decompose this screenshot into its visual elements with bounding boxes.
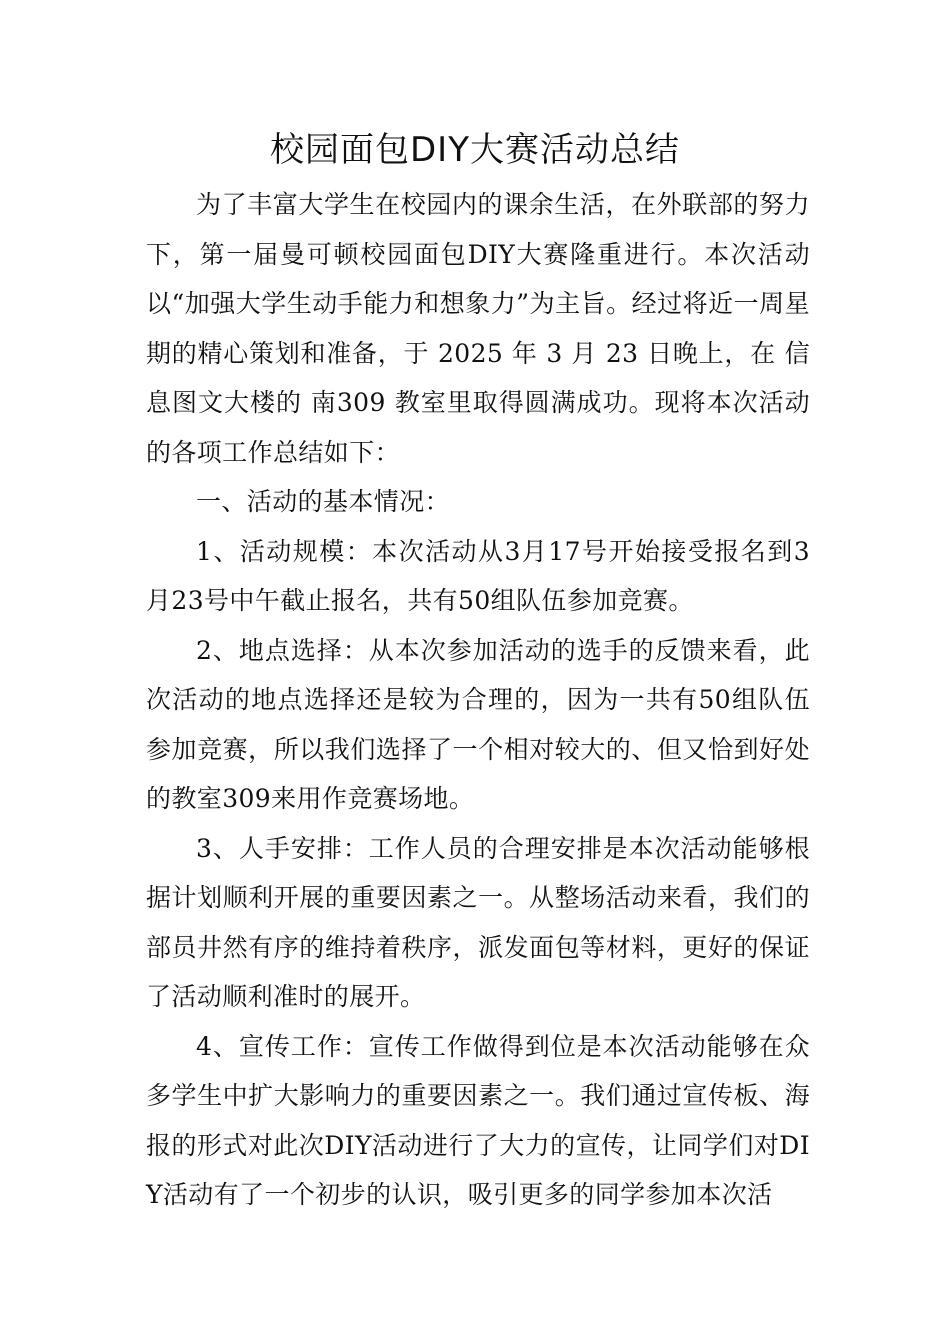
paragraph-staff-arrangement: 3、人手安排：工作人员的合理安排是本次活动能够根据计划顺利开展的重要因素之一。从整场活动来看，我们的部员井然有序的维持着秩序，派发面包等材料，更好的保证了活动顺利准时的展开。 [146, 833, 810, 1011]
paragraph-venue-selection: 2、地点选择：从本次参加活动的选手的反馈来看，此次活动的地点选择还是较为合理的，因为一共有50组队伍参加竞赛，所以我们选择了一个相对较大的、但又恰到好处的教室309来用作竞赛场地。 [146, 635, 810, 813]
section-heading-basic-situation: 一、活动的基本情况： [196, 487, 451, 516]
document-body [146, 180, 810, 1220]
paragraph-publicity-work: 4、宣传工作：宣传工作做得到位是本次活动能够在众多学生中扩大影响力的重要因素之一。我们通过宣传板、海报的形式对此次DIY活动进行了大力的宣传，让同学们对DIY活动有了一个初步的认识，吸引更多的同学参加本次活 [146, 1031, 810, 1209]
paragraph-intro: 为了丰富大学生在校园内的课余生活，在外联部的努力下，第一届曼可顿校园面包DIY大赛隆重进行。本次活动以“加强大学生动手能力和想象力”为主旨。经过将近一周星期的精心策划和准备，于 2025 年 3 月 23 日晚上，在 信息图文大楼的 南309 教室里取得圆满成功。现将本次活动的各项工作总结如下： [146, 190, 810, 467]
paragraph-activity-scale: 1、活动规模：本次活动从3月17号开始接受报名到3月23号中午截止报名，共有50组队伍参加竞赛。 [146, 536, 810, 615]
document-title: 校园面包DIY大赛活动总结 [270, 130, 680, 170]
